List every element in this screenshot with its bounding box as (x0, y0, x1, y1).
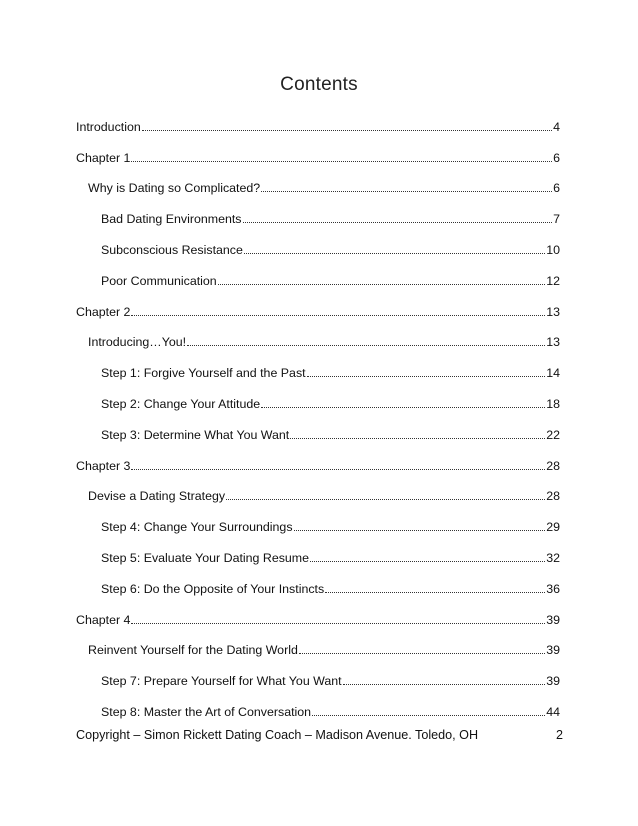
toc-entry-label: Step 5: Evaluate Your Dating Resume (101, 550, 310, 565)
toc-dot-leader (261, 191, 552, 192)
toc-dot-leader (307, 376, 546, 377)
toc-entry[interactable] (76, 291, 560, 322)
toc-dot-leader (325, 592, 545, 593)
toc-entry-page-number: 14 (546, 366, 560, 381)
toc-entry[interactable] (76, 476, 560, 507)
toc-entry[interactable] (76, 568, 560, 599)
toc-entry[interactable] (76, 630, 560, 661)
toc-dot-leader (261, 407, 545, 408)
page-footer (76, 728, 563, 742)
toc-entry[interactable] (76, 168, 560, 199)
toc-entry-label: Bad Dating Environments (101, 212, 242, 227)
toc-dot-leader (244, 253, 545, 254)
toc-dot-leader (312, 715, 545, 716)
toc-entry-page-number: 13 (546, 304, 560, 319)
toc-entry-label: Step 2: Change Your Attitude (101, 396, 261, 411)
toc-entry[interactable] (76, 322, 560, 353)
toc-dot-leader (310, 561, 545, 562)
toc-entry-label: Devise a Dating Strategy (88, 489, 226, 504)
toc-entry-page-number: 32 (546, 550, 560, 565)
toc-entry-label: Step 1: Forgive Yourself and the Past (101, 366, 306, 381)
toc-entry-page-number: 28 (546, 489, 560, 504)
toc-entry-page-number: 10 (546, 242, 560, 257)
toc-entry[interactable] (76, 506, 560, 537)
toc-dot-leader (142, 130, 552, 131)
toc-entry-page-number: 39 (546, 612, 560, 627)
toc-dot-leader (131, 623, 545, 624)
toc-entry[interactable] (76, 414, 560, 445)
toc-entry-label: Poor Communication (101, 273, 217, 288)
toc-entry-page-number: 28 (546, 458, 560, 473)
toc-entry-label: Introduction (76, 119, 141, 134)
page-title: Contents (280, 74, 358, 95)
toc-entry-page-number: 6 (553, 150, 560, 165)
toc-entry-page-number: 22 (546, 427, 560, 442)
toc-entry[interactable] (76, 260, 560, 291)
toc-entry-page-number: 39 (546, 674, 560, 689)
toc-entry[interactable] (76, 691, 560, 722)
toc-entry-page-number: 7 (553, 212, 560, 227)
toc-entry-label: Step 4: Change Your Surroundings (101, 520, 293, 535)
toc-entry[interactable] (76, 137, 560, 168)
toc-dot-leader (243, 222, 553, 223)
toc-entry[interactable] (76, 352, 560, 383)
toc-dot-leader (131, 469, 545, 470)
toc-entry-label: Why is Dating so Complicated? (88, 181, 261, 196)
toc-entry[interactable] (76, 599, 560, 630)
toc-entry[interactable] (76, 383, 560, 414)
toc-entry[interactable] (76, 660, 560, 691)
toc-dot-leader (218, 284, 546, 285)
toc-entry-label: Chapter 1 (76, 150, 131, 165)
toc-entry-page-number: 36 (546, 581, 560, 596)
toc-dot-leader (131, 315, 545, 316)
toc-entry-page-number: 44 (546, 704, 560, 719)
toc-entry-label: Chapter 2 (76, 304, 131, 319)
toc-entry-page-number: 29 (546, 520, 560, 535)
toc-entry-page-number: 18 (546, 396, 560, 411)
table-of-contents (76, 106, 560, 722)
toc-entry-label: Step 7: Prepare Yourself for What You Want (101, 674, 342, 689)
footer-copyright: Copyright – Simon Rickett Dating Coach – Madison Avenue. Toledo, OH (76, 728, 479, 742)
toc-entry[interactable] (76, 106, 560, 137)
toc-entry-label: Introducing…You! (88, 335, 187, 350)
toc-entry-page-number: 13 (546, 335, 560, 350)
toc-entry-label: Step 3: Determine What You Want (101, 427, 290, 442)
toc-dot-leader (187, 345, 545, 346)
toc-entry-page-number: 39 (546, 643, 560, 658)
footer-page-number: 2 (555, 728, 563, 742)
toc-entry-page-number: 12 (546, 273, 560, 288)
toc-dot-leader (290, 438, 545, 439)
toc-entry[interactable] (76, 198, 560, 229)
toc-dot-leader (131, 161, 552, 162)
toc-entry-label: Chapter 4 (76, 612, 131, 627)
toc-dot-leader (299, 653, 545, 654)
toc-dot-leader (226, 499, 545, 500)
toc-entry-label: Step 6: Do the Opposite of Your Instincts (101, 581, 325, 596)
toc-entry-label: Step 8: Master the Art of Conversation (101, 704, 312, 719)
toc-entry-label: Subconscious Resistance (101, 242, 243, 257)
toc-dot-leader (343, 684, 546, 685)
toc-entry[interactable] (76, 445, 560, 476)
toc-entry-page-number: 4 (553, 119, 560, 134)
toc-entry-page-number: 6 (553, 181, 560, 196)
toc-dot-leader (294, 530, 546, 531)
toc-entry[interactable] (76, 229, 560, 260)
toc-entry-label: Reinvent Yourself for the Dating World (88, 643, 298, 658)
toc-entry[interactable] (76, 537, 560, 568)
toc-entry-label: Chapter 3 (76, 458, 131, 473)
